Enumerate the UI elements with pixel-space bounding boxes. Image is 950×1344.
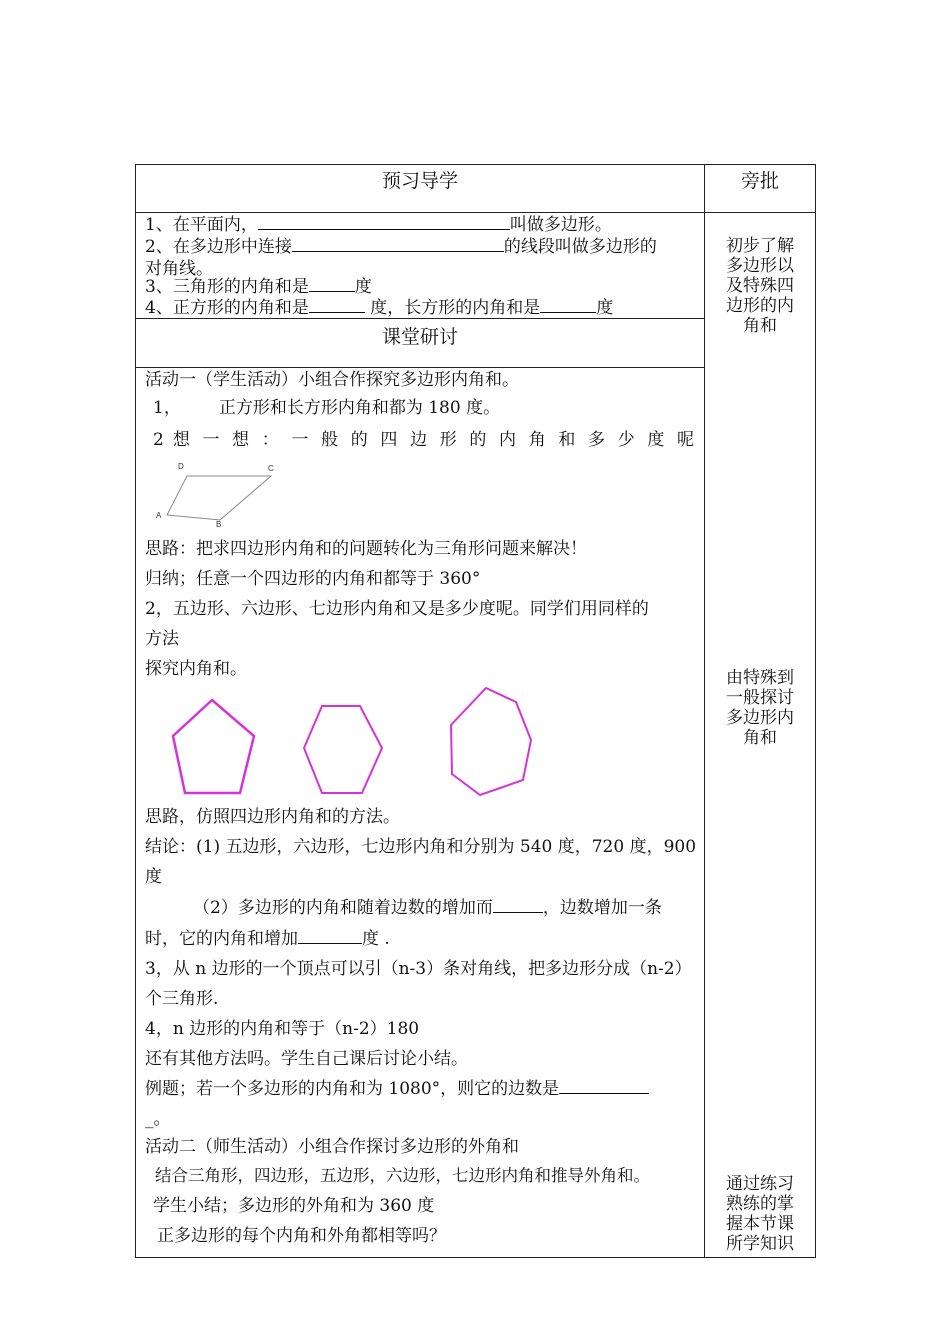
hexagon-figure bbox=[300, 703, 390, 803]
activity1-idea2: 思路，仿照四边形内角和的方法。 bbox=[145, 807, 400, 827]
blank-1[interactable] bbox=[258, 214, 510, 230]
blank-2[interactable] bbox=[292, 236, 504, 252]
activity2-line3: 正多边形的每个内角和外角都相等吗？ bbox=[157, 1226, 446, 1246]
activity1-conclusion2-line1: （2）多边形的内角和随着边数的增加而 ，边数增加一条 bbox=[193, 898, 662, 918]
activity1-q2-line2: 方法 bbox=[145, 629, 179, 649]
blank-6[interactable] bbox=[493, 897, 543, 913]
activity1-item3-line2: 个三角形. bbox=[145, 989, 219, 1009]
preview-question-4: 4、正方形的内角和是 度，长方形的内角和是 度 bbox=[145, 298, 614, 318]
activity1-item4: 4，n 边形的内角和等于（n-2）180 bbox=[145, 1019, 420, 1039]
side-note-2: 由特殊到 一般探讨 多边形内 角和 bbox=[726, 668, 794, 748]
blank-5[interactable] bbox=[540, 297, 596, 313]
activity2-title: 活动二（师生活动）小组合作探讨多边形的外角和 bbox=[145, 1137, 519, 1157]
activity1-example: 例题；若一个多边形的内角和为 1080°，则它的边数是 bbox=[145, 1078, 649, 1100]
table-border-top bbox=[135, 164, 816, 165]
preview-title: 预习导学 bbox=[381, 170, 458, 192]
hexagon-shape bbox=[304, 706, 382, 793]
quadrilateral-diagram bbox=[150, 460, 290, 530]
side-note-3: 通过练习 熟练的掌 握本节课 所学知识 bbox=[726, 1174, 794, 1254]
preview-question-3: 3、三角形的内角和是 度 bbox=[145, 277, 372, 297]
activity2-line2: 学生小结；多边形的外角和为 360 度 bbox=[153, 1196, 435, 1216]
side-title: 旁批 bbox=[740, 170, 779, 192]
quad-label-c: C bbox=[268, 464, 274, 473]
activity1-conclusion1-line2: 度 bbox=[145, 867, 162, 887]
activity1-conclusion2-line2: 时，它的内角和增加 度 . bbox=[145, 929, 390, 949]
heptagon-shape bbox=[451, 688, 531, 795]
activity1-example-line2: _。 bbox=[145, 1109, 171, 1129]
side-note-1: 初步了解 多边形以 及特殊四 边形的内 角和 bbox=[726, 236, 794, 336]
activity1-conclusion1-line1: 结论：(1) 五边形，六边形，七边形内角和分别为 540 度，720 度，900 bbox=[145, 837, 697, 857]
blank-4[interactable] bbox=[309, 297, 365, 313]
blank-8[interactable] bbox=[559, 1078, 649, 1094]
activity1-induce: 归纳；任意一个四边形的内角和都等于 360° bbox=[145, 569, 481, 589]
heptagon-figure bbox=[448, 684, 543, 804]
pentagon-shape bbox=[173, 700, 254, 793]
activity1-item3-line1: 3，从 n 边形的一个顶点可以引（n-3）条对角线，把多边形分成（n-2） bbox=[145, 959, 692, 979]
table-border-right bbox=[815, 164, 816, 1258]
pentagon-figure bbox=[170, 696, 260, 796]
quadrilateral-shape bbox=[167, 476, 271, 520]
blank-7[interactable] bbox=[298, 928, 362, 944]
preview-question-2: 2、在多边形中连接 的线段叫做多边形的 bbox=[145, 237, 657, 257]
preview-question-1: 1、在平面内， 叫做多边形。 bbox=[145, 215, 612, 235]
activity2-line1: 结合三角形，四边形，五边形，六边形，七边形内角和推导外角和。 bbox=[155, 1166, 650, 1185]
activity1-idea: 思路：把求四边形内角和的问题转化为三角形问题来解决！ bbox=[145, 539, 587, 559]
preview-question-2-cont: 对角线。 bbox=[145, 259, 213, 279]
quad-label-d: D bbox=[178, 462, 184, 471]
class-title: 课堂研讨 bbox=[381, 326, 458, 348]
table-column-divider bbox=[704, 164, 705, 1258]
activity1-q2-line1: 2，五边形、六边形、七边形内角和又是多少度呢。同学们用同样的 bbox=[145, 599, 649, 619]
class-title-row-divider bbox=[135, 367, 705, 368]
quad-label-a: A bbox=[156, 511, 162, 520]
blank-3[interactable] bbox=[309, 276, 355, 292]
quad-label-b: B bbox=[216, 520, 222, 529]
activity1-item1: 1， 正方形和长方形内角和都为 180 度。 bbox=[153, 398, 501, 418]
activity1-q2-line3: 探究内角和。 bbox=[145, 659, 247, 679]
activity1-item2: 2 想 一 想 ： 一 般 的 四 边 形 的 内 角 和 多 少 度 呢 bbox=[153, 430, 694, 450]
activity1-other: 还有其他方法吗。学生自己课后讨论小结。 bbox=[145, 1049, 468, 1069]
activity1-title: 活动一（学生活动）小组合作探究多边形内角和。 bbox=[145, 370, 519, 390]
header-row-divider bbox=[135, 212, 816, 213]
table-border-bottom bbox=[135, 1257, 816, 1258]
